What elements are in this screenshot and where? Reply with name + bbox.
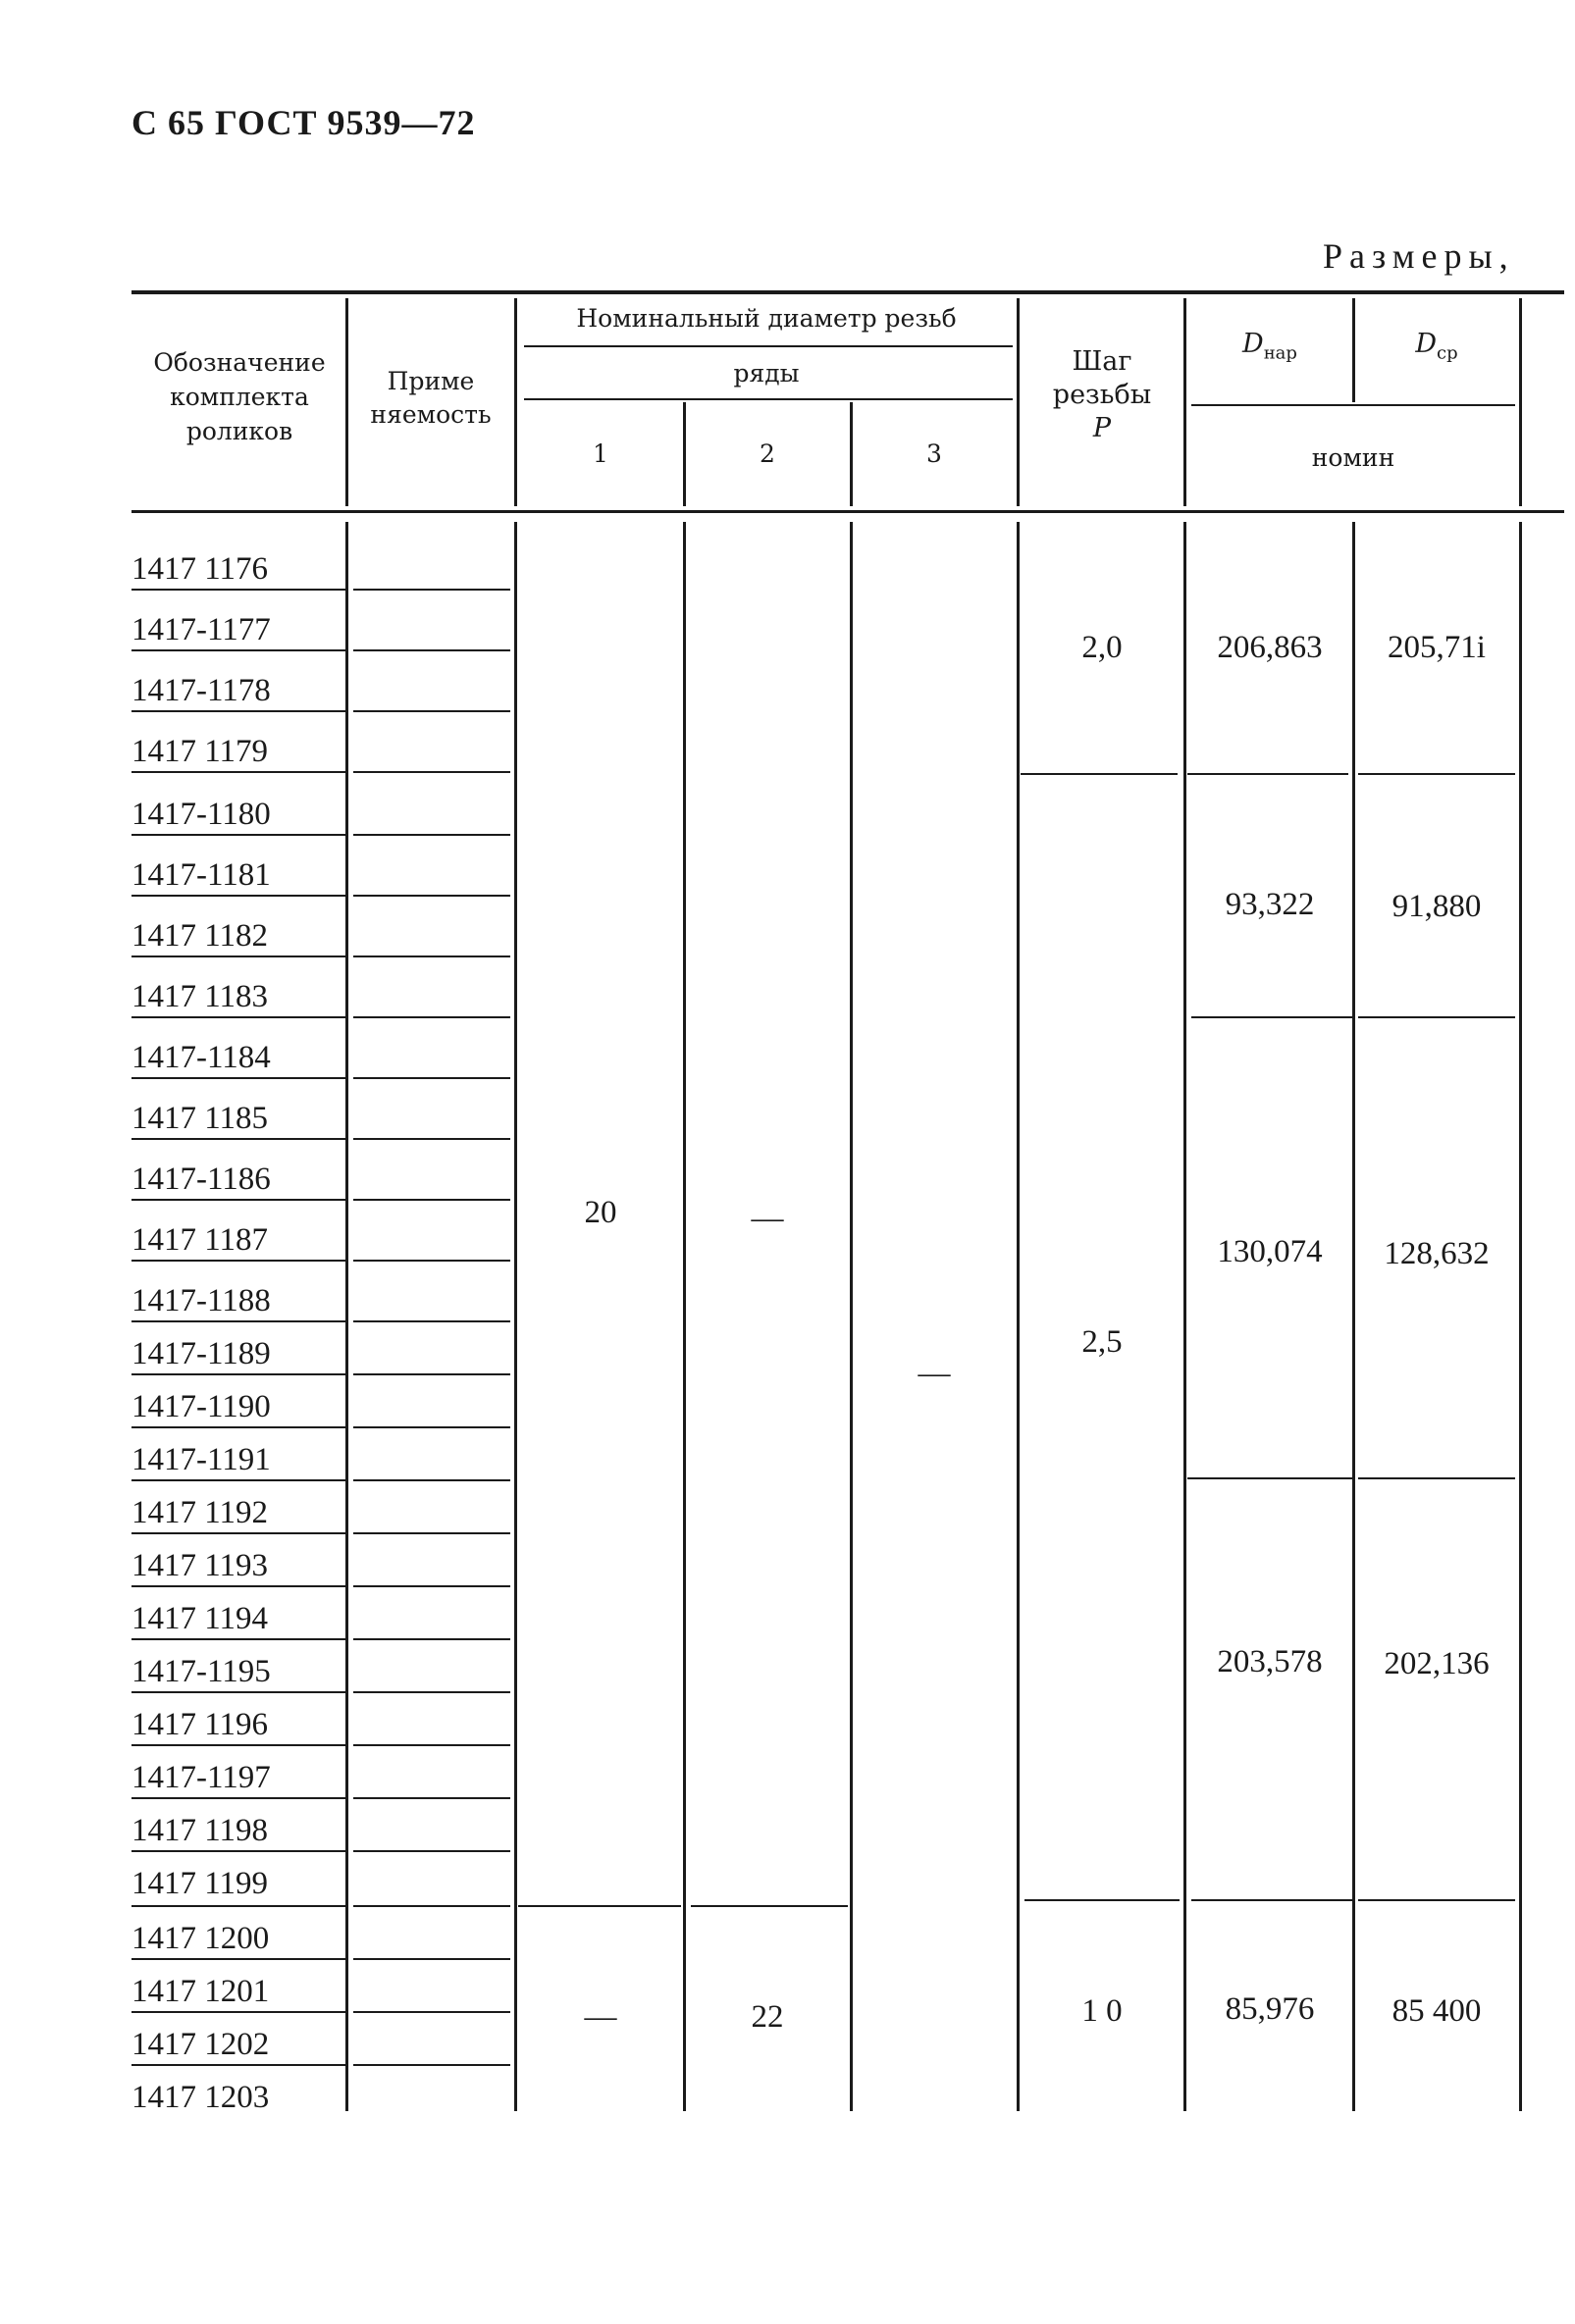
- row-rule: [131, 1016, 345, 1018]
- row-rule: [353, 1479, 510, 1481]
- header-bottom-rule: [131, 510, 1564, 513]
- row-label: 1417-1178: [131, 673, 271, 708]
- sizes-label: Размеры,: [1323, 236, 1515, 276]
- row-label: 1417-1186: [131, 1162, 271, 1197]
- row-rule: [353, 2064, 510, 2066]
- row-label: 1417-1180: [131, 797, 271, 832]
- d-outer-value: 203,578: [1217, 1644, 1323, 1679]
- group-rule: [1358, 1899, 1515, 1901]
- header-row-1: 1: [593, 439, 608, 468]
- row-rule: [131, 1797, 345, 1799]
- row-rule: [353, 1850, 510, 1852]
- row-rule: [353, 1585, 510, 1587]
- row-label: 1417 1185: [131, 1101, 269, 1136]
- row-label: 1417 1179: [131, 734, 269, 769]
- row-rule: [131, 1138, 345, 1140]
- header-designation: Обозначение комплекта роликов: [153, 348, 326, 445]
- d-outer-value: 206,863: [1217, 630, 1323, 665]
- row-rule: [353, 589, 510, 591]
- row-rule: [353, 895, 510, 897]
- row-label: 1417 1203: [131, 2080, 270, 2115]
- group-rule: [1187, 773, 1348, 775]
- d-mid-value: 91,880: [1391, 889, 1482, 924]
- row-rule: [353, 1320, 510, 1322]
- header-vline: [1017, 298, 1020, 506]
- row-rule: [131, 1532, 345, 1534]
- row-rule: [131, 1199, 345, 1201]
- pitch-value: 2,0: [1081, 630, 1123, 665]
- pitch-value: 1 0: [1081, 1993, 1123, 2029]
- row-rule: [131, 2011, 345, 2013]
- body-vline: [1017, 522, 1020, 2111]
- group-rule: [1191, 1899, 1352, 1901]
- row-label: 1417 1192: [131, 1495, 269, 1530]
- row-rule: [353, 1077, 510, 1079]
- row-label: 1417-1177: [131, 612, 271, 647]
- pitch-value: 2,5: [1081, 1324, 1123, 1360]
- d-mid-value: 202,136: [1384, 1646, 1490, 1681]
- row-rule: [353, 834, 510, 836]
- row1-value: —: [584, 1999, 617, 2035]
- d-mid-value: 128,632: [1384, 1236, 1490, 1271]
- row-label: 1417 1187: [131, 1222, 269, 1258]
- row-rule: [131, 1691, 345, 1693]
- body-vline: [1352, 522, 1355, 2111]
- row-rule: [131, 895, 345, 897]
- header-row-2: 2: [760, 439, 775, 468]
- row-label: 1417 1193: [131, 1548, 269, 1583]
- header-rows: ряды: [733, 359, 800, 387]
- header-pitch: Шаг резьбы P: [1052, 346, 1152, 443]
- header-rule-nominal: [1191, 404, 1515, 406]
- row-rule: [353, 1138, 510, 1140]
- row-rule: [131, 1850, 345, 1852]
- row-rule: [353, 1744, 510, 1746]
- row-rule: [353, 1426, 510, 1428]
- body-vline: [514, 522, 517, 2111]
- row-label: 1417 1198: [131, 1813, 269, 1848]
- row-rule: [131, 834, 345, 836]
- row-label: 1417 1202: [131, 2027, 270, 2062]
- d-mid-value: 85 400: [1391, 1993, 1482, 2029]
- row-rule: [131, 1373, 345, 1375]
- row2-value: 22: [751, 1999, 784, 2035]
- header-rule-diameter: [524, 345, 1013, 347]
- row-rule: [353, 2011, 510, 2013]
- row-rule: [353, 1638, 510, 1640]
- d-outer-value: 130,074: [1217, 1234, 1323, 1269]
- d-outer-value: 93,322: [1225, 887, 1315, 922]
- row-rule: [131, 1744, 345, 1746]
- d-mid-value: 205,71і: [1388, 630, 1486, 665]
- row-label: 1417 1200: [131, 1921, 270, 1956]
- row-rule: [131, 1585, 345, 1587]
- header-vline: [514, 298, 517, 506]
- row-rule: [353, 1905, 510, 1907]
- body-vline: [1519, 522, 1522, 2111]
- row-label: 1417-1184: [131, 1040, 271, 1075]
- body-vline: [850, 522, 853, 2111]
- row-label: 1417 1201: [131, 1974, 270, 2009]
- row-rule: [353, 1797, 510, 1799]
- row-label: 1417 1194: [131, 1601, 269, 1636]
- row-rule: [353, 1260, 510, 1262]
- group-rule: [1187, 1477, 1352, 1479]
- d-outer-value: 85,976: [1225, 1991, 1315, 2027]
- group-rule: [1358, 773, 1515, 775]
- row-rule: [131, 1479, 345, 1481]
- row-rule: [353, 1691, 510, 1693]
- group-rule: [1024, 1899, 1180, 1901]
- row-rule: [353, 1373, 510, 1375]
- group-rule: [518, 1905, 681, 1907]
- header-vline: [345, 298, 348, 506]
- row-rule: [353, 771, 510, 773]
- header-nominal-diameter: Номинальный диаметр резьб: [576, 304, 957, 333]
- row-rule: [131, 2064, 345, 2066]
- row-label: 1417-1189: [131, 1336, 271, 1371]
- row-rule: [131, 1320, 345, 1322]
- row-rule: [131, 1905, 345, 1907]
- header-d-outer: $D_{нар}$: [1242, 329, 1297, 364]
- row-label: 1417 1176: [131, 551, 269, 587]
- group-rule: [1358, 1477, 1515, 1479]
- row1-value: 20: [584, 1195, 617, 1230]
- row-label: 1417-1197: [131, 1760, 271, 1795]
- row-rule: [131, 710, 345, 712]
- row-label: 1417 1196: [131, 1707, 269, 1742]
- row-rule: [353, 1532, 510, 1534]
- row-label: 1417 1199: [131, 1866, 269, 1901]
- header-vline: [1519, 298, 1522, 506]
- row-rule: [131, 1426, 345, 1428]
- row-rule: [353, 649, 510, 651]
- body-vline: [1183, 522, 1186, 2111]
- header-d-mid: $D_{ср}$: [1415, 329, 1458, 364]
- row-rule: [131, 1077, 345, 1079]
- row-label: 1417-1188: [131, 1283, 271, 1318]
- row-label: 1417-1181: [131, 857, 271, 893]
- row-rule: [131, 1958, 345, 1960]
- row-rule: [353, 955, 510, 957]
- header-row-3: 3: [926, 439, 942, 468]
- row-rule: [131, 1638, 345, 1640]
- row-rule: [353, 710, 510, 712]
- body-vline: [683, 522, 686, 2111]
- row-label: 1417-1195: [131, 1654, 271, 1689]
- group-rule: [1191, 1016, 1352, 1018]
- row-rule: [131, 1260, 345, 1262]
- row-rule: [131, 771, 345, 773]
- group-rule: [1021, 773, 1178, 775]
- group-rule: [691, 1905, 848, 1907]
- row3-value: —: [918, 1356, 951, 1391]
- row-label: 1417-1191: [131, 1442, 271, 1477]
- header-vline: [1183, 298, 1186, 506]
- body-vline: [345, 522, 348, 2111]
- header-rule-rows: [524, 398, 1013, 400]
- row2-value: —: [751, 1201, 784, 1236]
- page-header: С 65 ГОСТ 9539—72: [131, 103, 476, 142]
- group-rule: [1358, 1016, 1515, 1018]
- header-applicability: Приме няемость: [370, 367, 492, 429]
- row-rule: [353, 1016, 510, 1018]
- table-top-rule: [131, 290, 1564, 294]
- header-nominal: номин: [1311, 443, 1395, 472]
- row-rule: [131, 589, 345, 591]
- row-label: 1417-1190: [131, 1389, 271, 1424]
- row-rule: [353, 1958, 510, 1960]
- row-rule: [131, 955, 345, 957]
- row-rule: [131, 649, 345, 651]
- row-label: 1417 1183: [131, 979, 269, 1014]
- row-label: 1417 1182: [131, 918, 269, 954]
- row-rule: [353, 1199, 510, 1201]
